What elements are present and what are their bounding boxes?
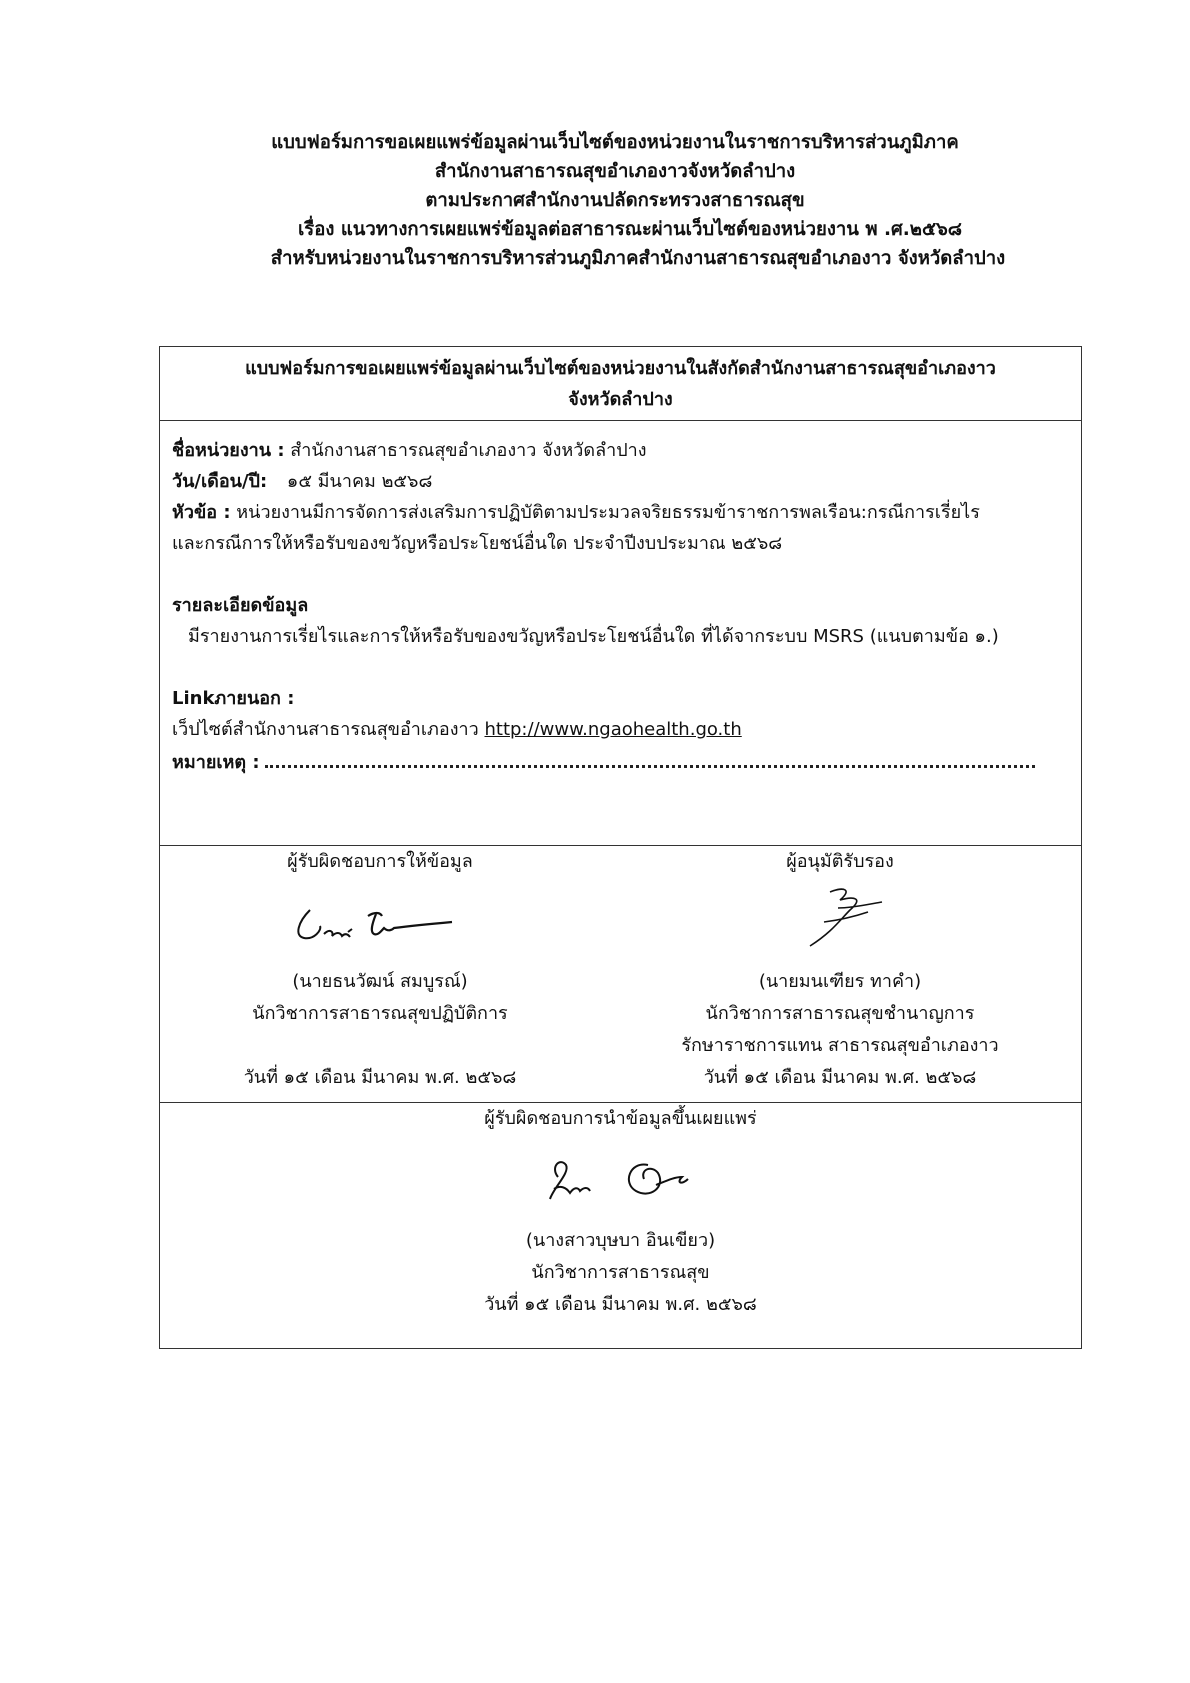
approver-signature-block <box>620 846 1060 1094</box>
date-label: วัน/เดือน/ปี: <box>172 471 268 492</box>
provider-role: ผู้รับผิดชอบการให้ข้อมูล <box>287 851 473 872</box>
publication-form <box>159 346 1082 1349</box>
form-title-line-1: แบบฟอร์มการขอเผยแพร่ข้อมูลผ่านเว็บไซต์ของหน่วยงานในสังกัดสำนักงานสาธารณสุขอำเภองาว <box>245 358 996 379</box>
approver-position: นักวิชาการสาธารณสุขชำนาญการ <box>705 1003 975 1024</box>
publisher-date: วันที่ ๑๕ เดือน มีนาคม พ.ศ. ๒๕๖๘ <box>484 1294 757 1315</box>
publisher-name: (นางสาวบุษบา อินเขียว) <box>525 1230 716 1251</box>
topic-row <box>172 497 1069 528</box>
approver-name: (นายมนเฑียร ทาคำ) <box>758 971 922 992</box>
topic-label: หัวข้อ : <box>172 502 231 523</box>
header-line-2: สำนักงานสาธารณสุขอำเภองาวจังหวัดลำปาง <box>434 161 796 182</box>
header-line-1: แบบฟอร์มการขอเผยแพร่ข้อมูลผ่านเว็บไซต์ของหน่วยงานในราชการบริหารส่วนภูมิภาค <box>271 132 959 153</box>
detail-label: รายละเอียดข้อมูล <box>172 595 309 616</box>
provider-signature <box>160 878 600 966</box>
topic-value-line-2: และกรณีการให้หรือรับของขวัญหรือประโยชน์อื่นใด ประจำปีงบประมาณ ๒๕๖๘ <box>172 533 783 554</box>
header-line-3: ตามประกาศสำนักงานปลัดกระทรวงสาธารณสุข <box>425 190 805 211</box>
provider-signature-block <box>160 846 600 1094</box>
link-row <box>172 714 1069 745</box>
header-line-5: สำหรับหน่วยงานในราชการบริหารส่วนภูมิภาคสำนักงานสาธารณสุขอำเภองาว จังหวัดลำปาง <box>270 248 1006 269</box>
provider-position: นักวิชาการสาธารณสุขปฏิบัติการ <box>252 1003 508 1024</box>
note-label: หมายเหตุ : <box>172 752 260 773</box>
unit-value: สำนักงานสาธารณสุขอำเภองาว จังหวัดลำปาง <box>290 440 647 461</box>
form-title <box>160 347 1081 421</box>
approval-signatures <box>160 846 1081 1103</box>
approver-acting: รักษาราชการแทน สาธารณสุขอำเภองาว <box>681 1035 999 1056</box>
date-row <box>172 466 1069 497</box>
provider-date: วันที่ ๑๕ เดือน มีนาคม พ.ศ. ๒๕๖๘ <box>243 1067 517 1088</box>
topic-value-line-1: หน่วยงานมีการจัดการส่งเสริมการปฏิบัติตามประมวลจริยธรรมข้าราชการพลเรือน:กรณีการเรี่ยไร <box>236 502 980 523</box>
publisher-position: นักวิชาการสาธารณสุข <box>531 1262 710 1283</box>
header-line-4: เรื่อง แนวทางการเผยแพร่ข้อมูลต่อสาธารณะผ่านเว็บไซต์ของหน่วยงาน พ .ศ.๒๕๖๘ <box>297 219 963 240</box>
detail-value: มีรายงานการเรี่ยไรและการให้หรือรับของขวัญหรือประโยชน์อื่นใด ที่ได้จากระบบ MSRS (แนบตามข้อ ๑.) <box>188 626 999 647</box>
publisher-role: ผู้รับผิดชอบการนำข้อมูลขึ้นเผยแพร่ <box>484 1108 757 1129</box>
website-link[interactable]: http://www.ngaohealth.go.th <box>484 719 742 740</box>
date-value: ๑๕ มีนาคม ๒๕๖๘ <box>286 471 433 492</box>
publisher-signature <box>160 1135 1081 1225</box>
link-prefix: เว็ปไซต์สำนักงานสาธารณสุขอำเภองาว <box>172 719 479 740</box>
document-header <box>150 128 1080 273</box>
note-dotted-line <box>265 745 1035 768</box>
approver-signature <box>620 878 1060 966</box>
provider-name: (นายธนวัฒน์ สมบูรณ์) <box>292 971 468 992</box>
publisher-signature-block <box>160 1103 1081 1321</box>
link-label: Linkภายนอก : <box>172 688 295 709</box>
approver-date: วันที่ ๑๕ เดือน มีนาคม พ.ศ. ๒๕๖๘ <box>703 1067 977 1088</box>
note-row <box>172 745 1069 778</box>
unit-label: ชื่อหน่วยงาน : <box>172 440 285 461</box>
form-title-line-2: จังหวัดลำปาง <box>568 389 673 410</box>
unit-row <box>172 435 1069 466</box>
form-details <box>160 421 1081 846</box>
approver-role: ผู้อนุมัติรับรอง <box>786 851 894 872</box>
